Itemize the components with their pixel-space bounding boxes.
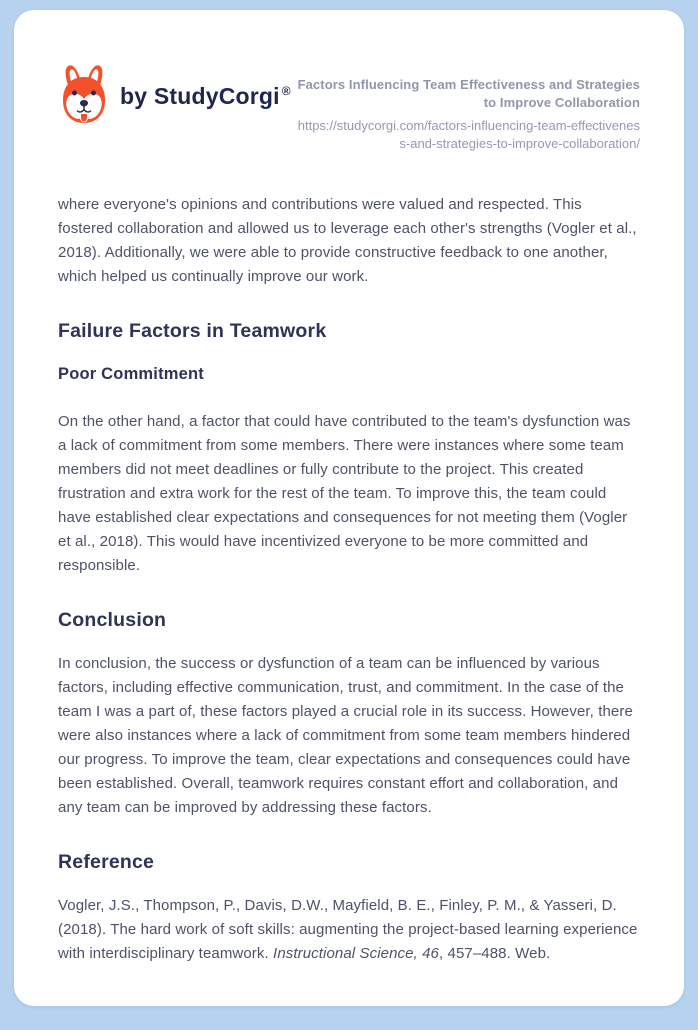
heading-conclusion: Conclusion [58,609,167,631]
corgi-logo-icon [58,62,110,130]
conclusion-paragraph: In conclusion, the success or dysfunction of a team can be influenced by various factors, including effective communication, trust, and commitment. In the case of the team I was a part of, these factors played a crucial role in its success. However, there were also instances where a lack of commitment from some team members hindered our progress. To improve the team, clear expectations and consequences could have been established. Overall, teamwork requires constant effort and collaboration, and any team can be improved by addressing these factors. [58,655,633,816]
heading-poor-commitment: Poor Commitment [58,365,205,383]
registered-trademark: ® [281,83,291,98]
brand-wordmark: by StudyCorgi ® [120,82,291,109]
intro-paragraph: where everyone's opinions and contributions were valued and respected. This fostered collaboration and allowed us to leverage each other's strengths (Vogler et al., 2018). Additionally, we were able to provide constructive feedback to one another, which helped us continually improve our work. [58,196,637,285]
document-meta [292,62,640,153]
document-header [14,10,684,153]
heading-reference: Reference [58,851,155,873]
reference-text: Vogler, J.S., Thompson, P., Davis, D.W., Mayfield, B. E., Finley, P. M., & Yasseri, D. (2018). The hard work of soft skills: augmenting the project-based learning experience with interdisciplinary teamwork. [58,897,638,962]
document-card [14,10,684,1006]
reference-entry [58,894,640,966]
article-body [14,153,684,1006]
commitment-paragraph: On the other hand, a factor that could have contributed to the team's dysfunction was a lack of commitment from some members. There were instances where some team members did not meet deadlines or fully contribute to the project. This created frustration and extra work for the rest of the team. To improve this, the team could have established clear expectations and consequences for not meeting them (Vogler et al., 2018). This would have incentivized everyone to be more committed and responsible. [58,413,631,574]
heading-failure-factors: Failure Factors in Teamwork [58,320,327,342]
reference-journal-italic: Instructional Science, 46 [273,945,439,962]
studycorgi-brand-link[interactable] [58,62,291,130]
reference-pages: , 457–488. Web. [438,945,551,962]
document-title: Factors Influencing Team Effectiveness and Strategies to Improve Collaboration [297,77,640,110]
document-url-link[interactable]: https://studycorgi.com/factors-influencing-team-effectiveness-and-strategies-to-improve-collaboration/ [297,118,640,151]
